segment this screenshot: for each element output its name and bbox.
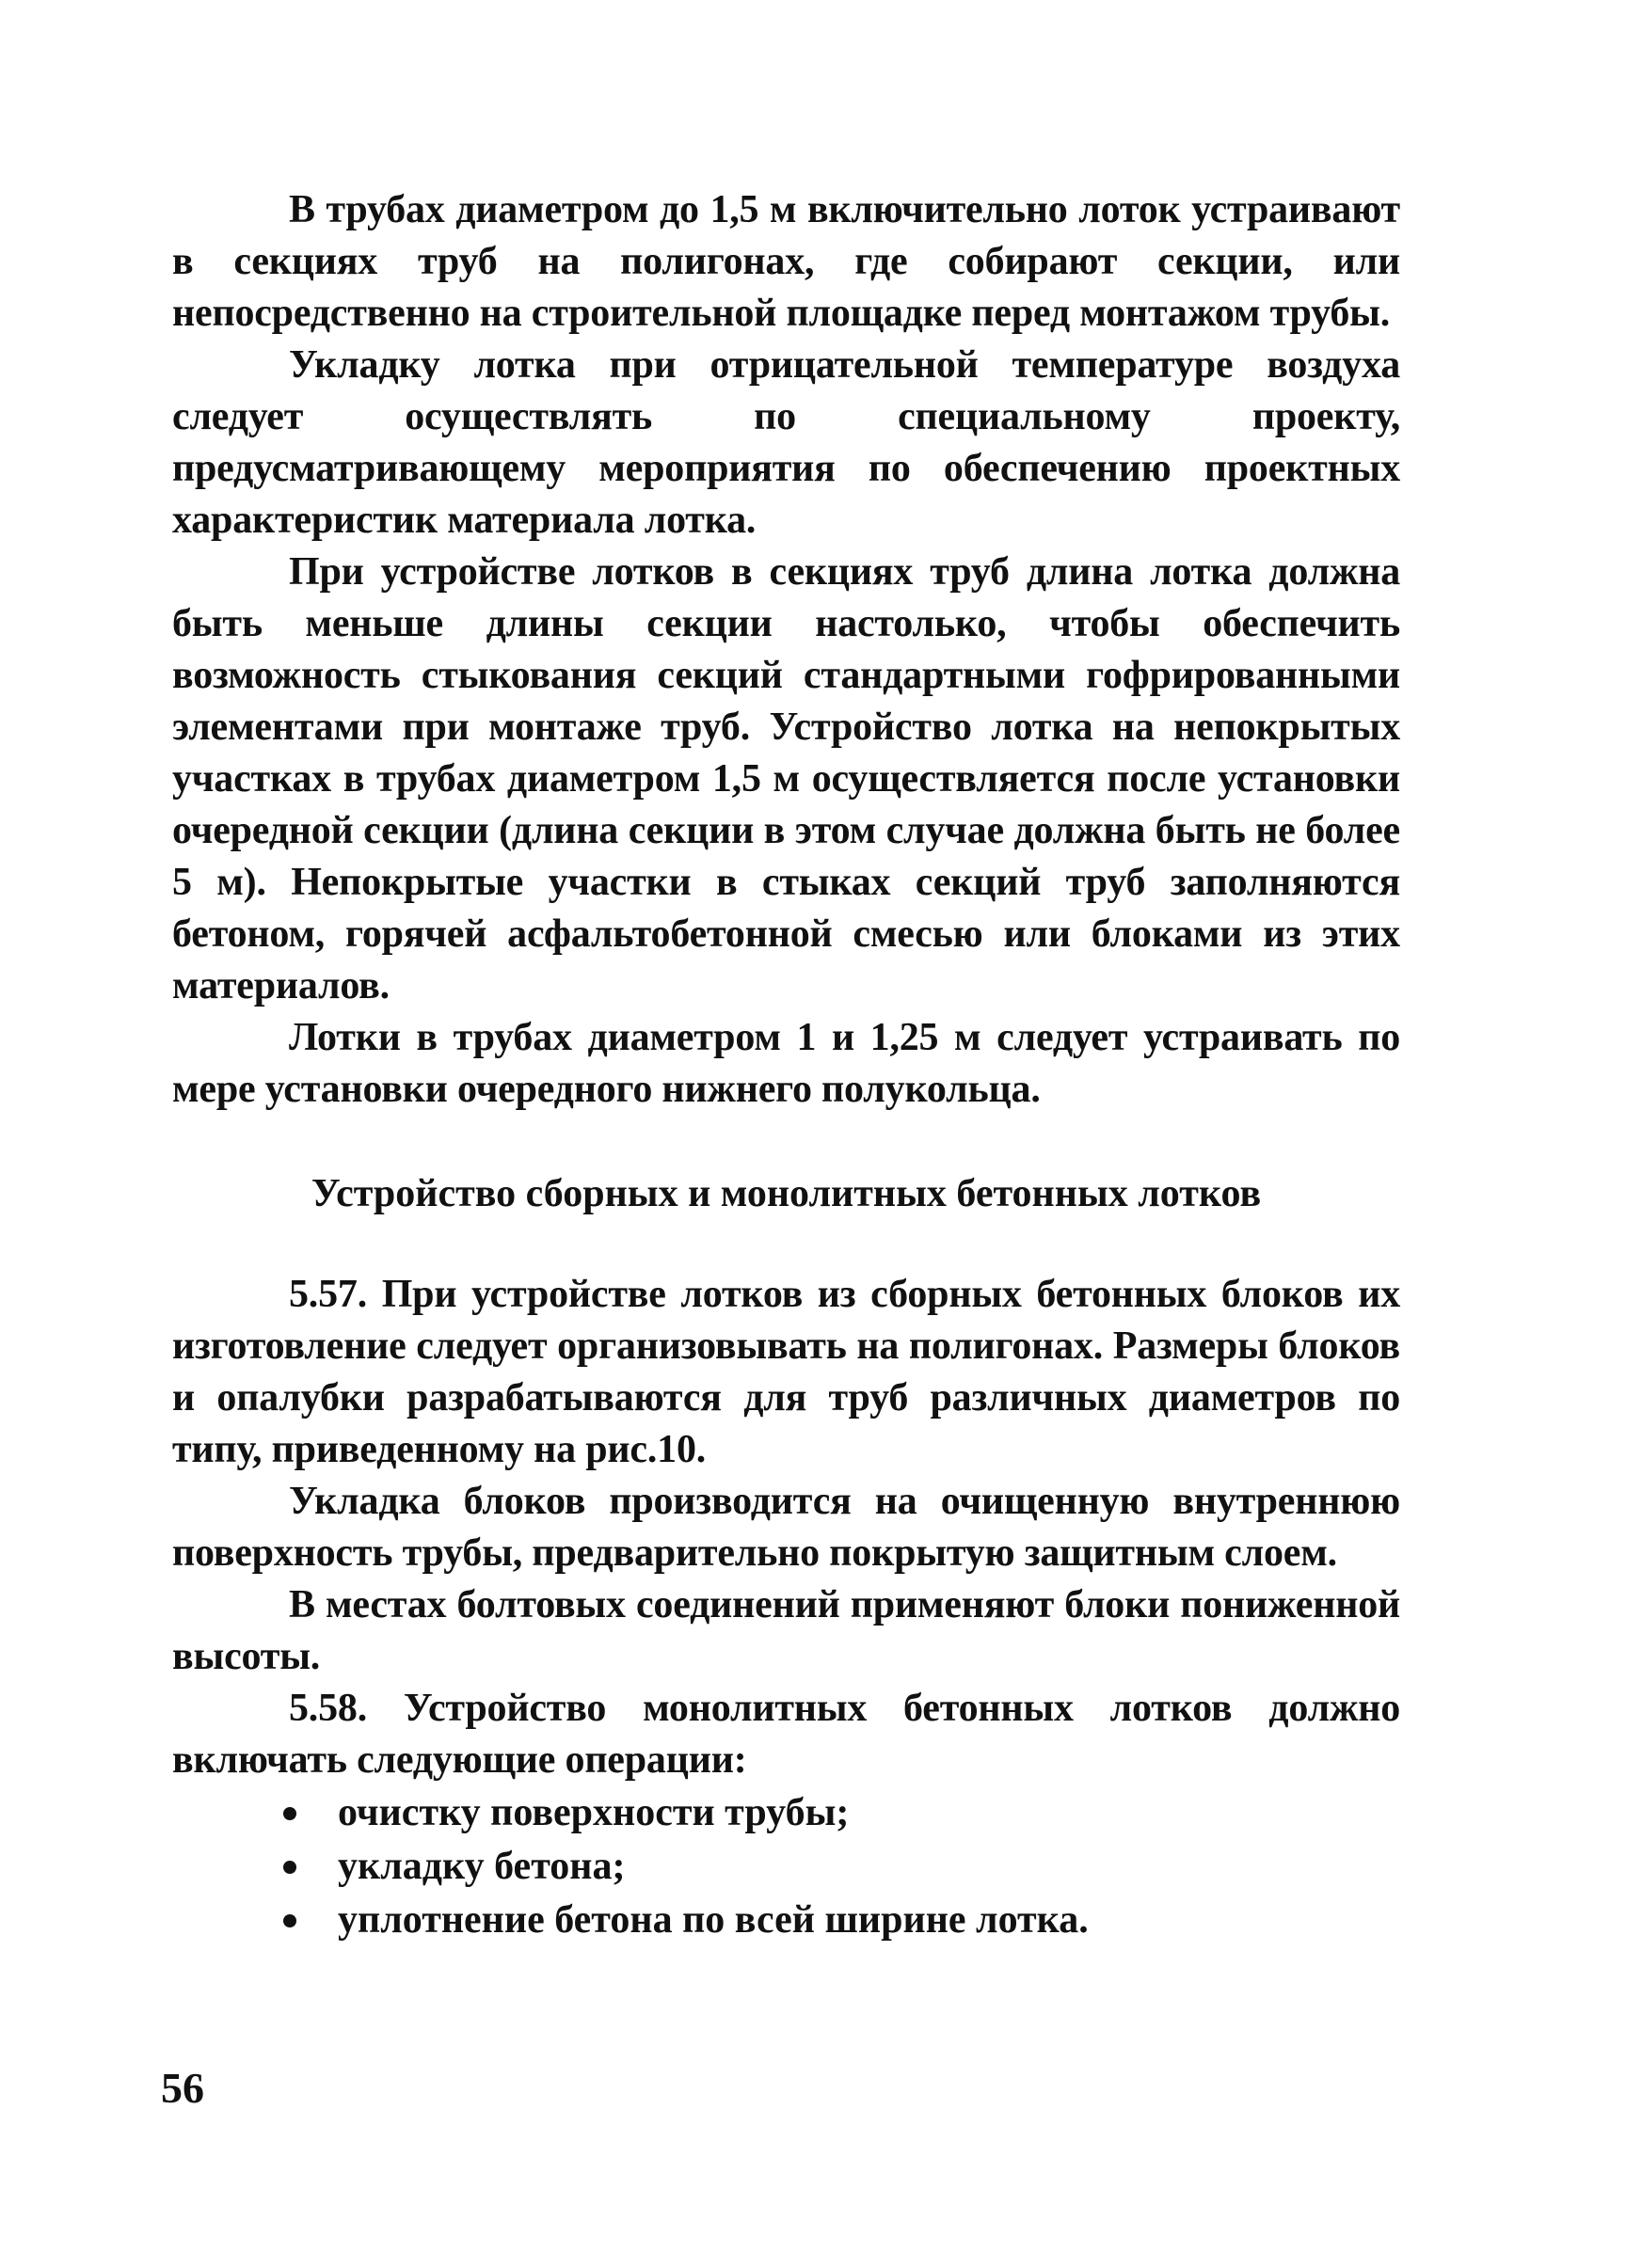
bullet-icon [283,1861,296,1874]
list-item [172,1894,1400,1947]
paragraph-small-diameter-trays: Лотки в трубах диаметром 1 и 1,25 м следует устраивать по мере установки очередного нижнего полукольца. [172,1016,1400,1111]
section-heading: Устройство сборных и монолитных бетонных лотков [311,1172,1262,1215]
list-item-text: укладку бетона; [338,1845,626,1888]
paragraph-pipe-tray-sections: В трубах диаметром до 1,5 м включительно лоток устраивают в секциях труб на полигонах, где собирают секции, или непосредственно на строительной площадке перед монтажом трубы. [172,188,1400,335]
paragraph-bolt-joints: В местах болтовых соединений применяют блоки пониженной высоты. [172,1583,1400,1678]
bullet-icon [283,1807,296,1820]
list-item [172,1786,1400,1840]
paragraph-negative-temperature: Укладку лотка при отрицательной температуре воздуха следует осуществлять по специальному проекту, предусматривающему мероприятия по обеспечению проектных характеристик материала лотка. [172,343,1400,542]
list-item-text: очистку поверхности трубы; [338,1791,850,1834]
operations-list [172,1786,1400,1947]
paragraph-5-57: 5.57. При устройстве лотков из сборных бетонных блоков их изготовление следует организовывать на полигонах. Размеры блоков и опалубки разрабатываются для труб различных диаметров по типу, приведенному на рис.10. [172,1273,1400,1471]
list-item-text: уплотнение бетона по всей ширине лотка. [338,1898,1089,1942]
page-number: 56 [161,2064,204,2112]
page-body [172,184,1400,1947]
paragraph-block-laying: Укладка блоков производится на очищенную внутреннюю поверхность трубы, предварительно покрытую защитным слоем. [172,1480,1400,1575]
paragraph-tray-length: При устройстве лотков в секциях труб длина лотка должна быть меньше длины секции настолько, чтобы обеспечить возможность стыкования секций стандартными гофрированными элементами при монтаже труб. Устройство лотка на непокрытых участках в трубах диаметром 1,5 м осуществляется после установки очередной секции (длина секции в этом случае должна быть не более 5 м). Непокрытые участки в стыках секций труб заполняются бетоном, горячей асфальтобетонной смесью или блоками из этих материалов. [172,550,1400,1007]
list-item [172,1840,1400,1894]
paragraph-5-58: 5.58. Устройство монолитных бетонных лотков должно включать следующие операции: [172,1687,1400,1782]
bullet-icon [283,1914,296,1927]
